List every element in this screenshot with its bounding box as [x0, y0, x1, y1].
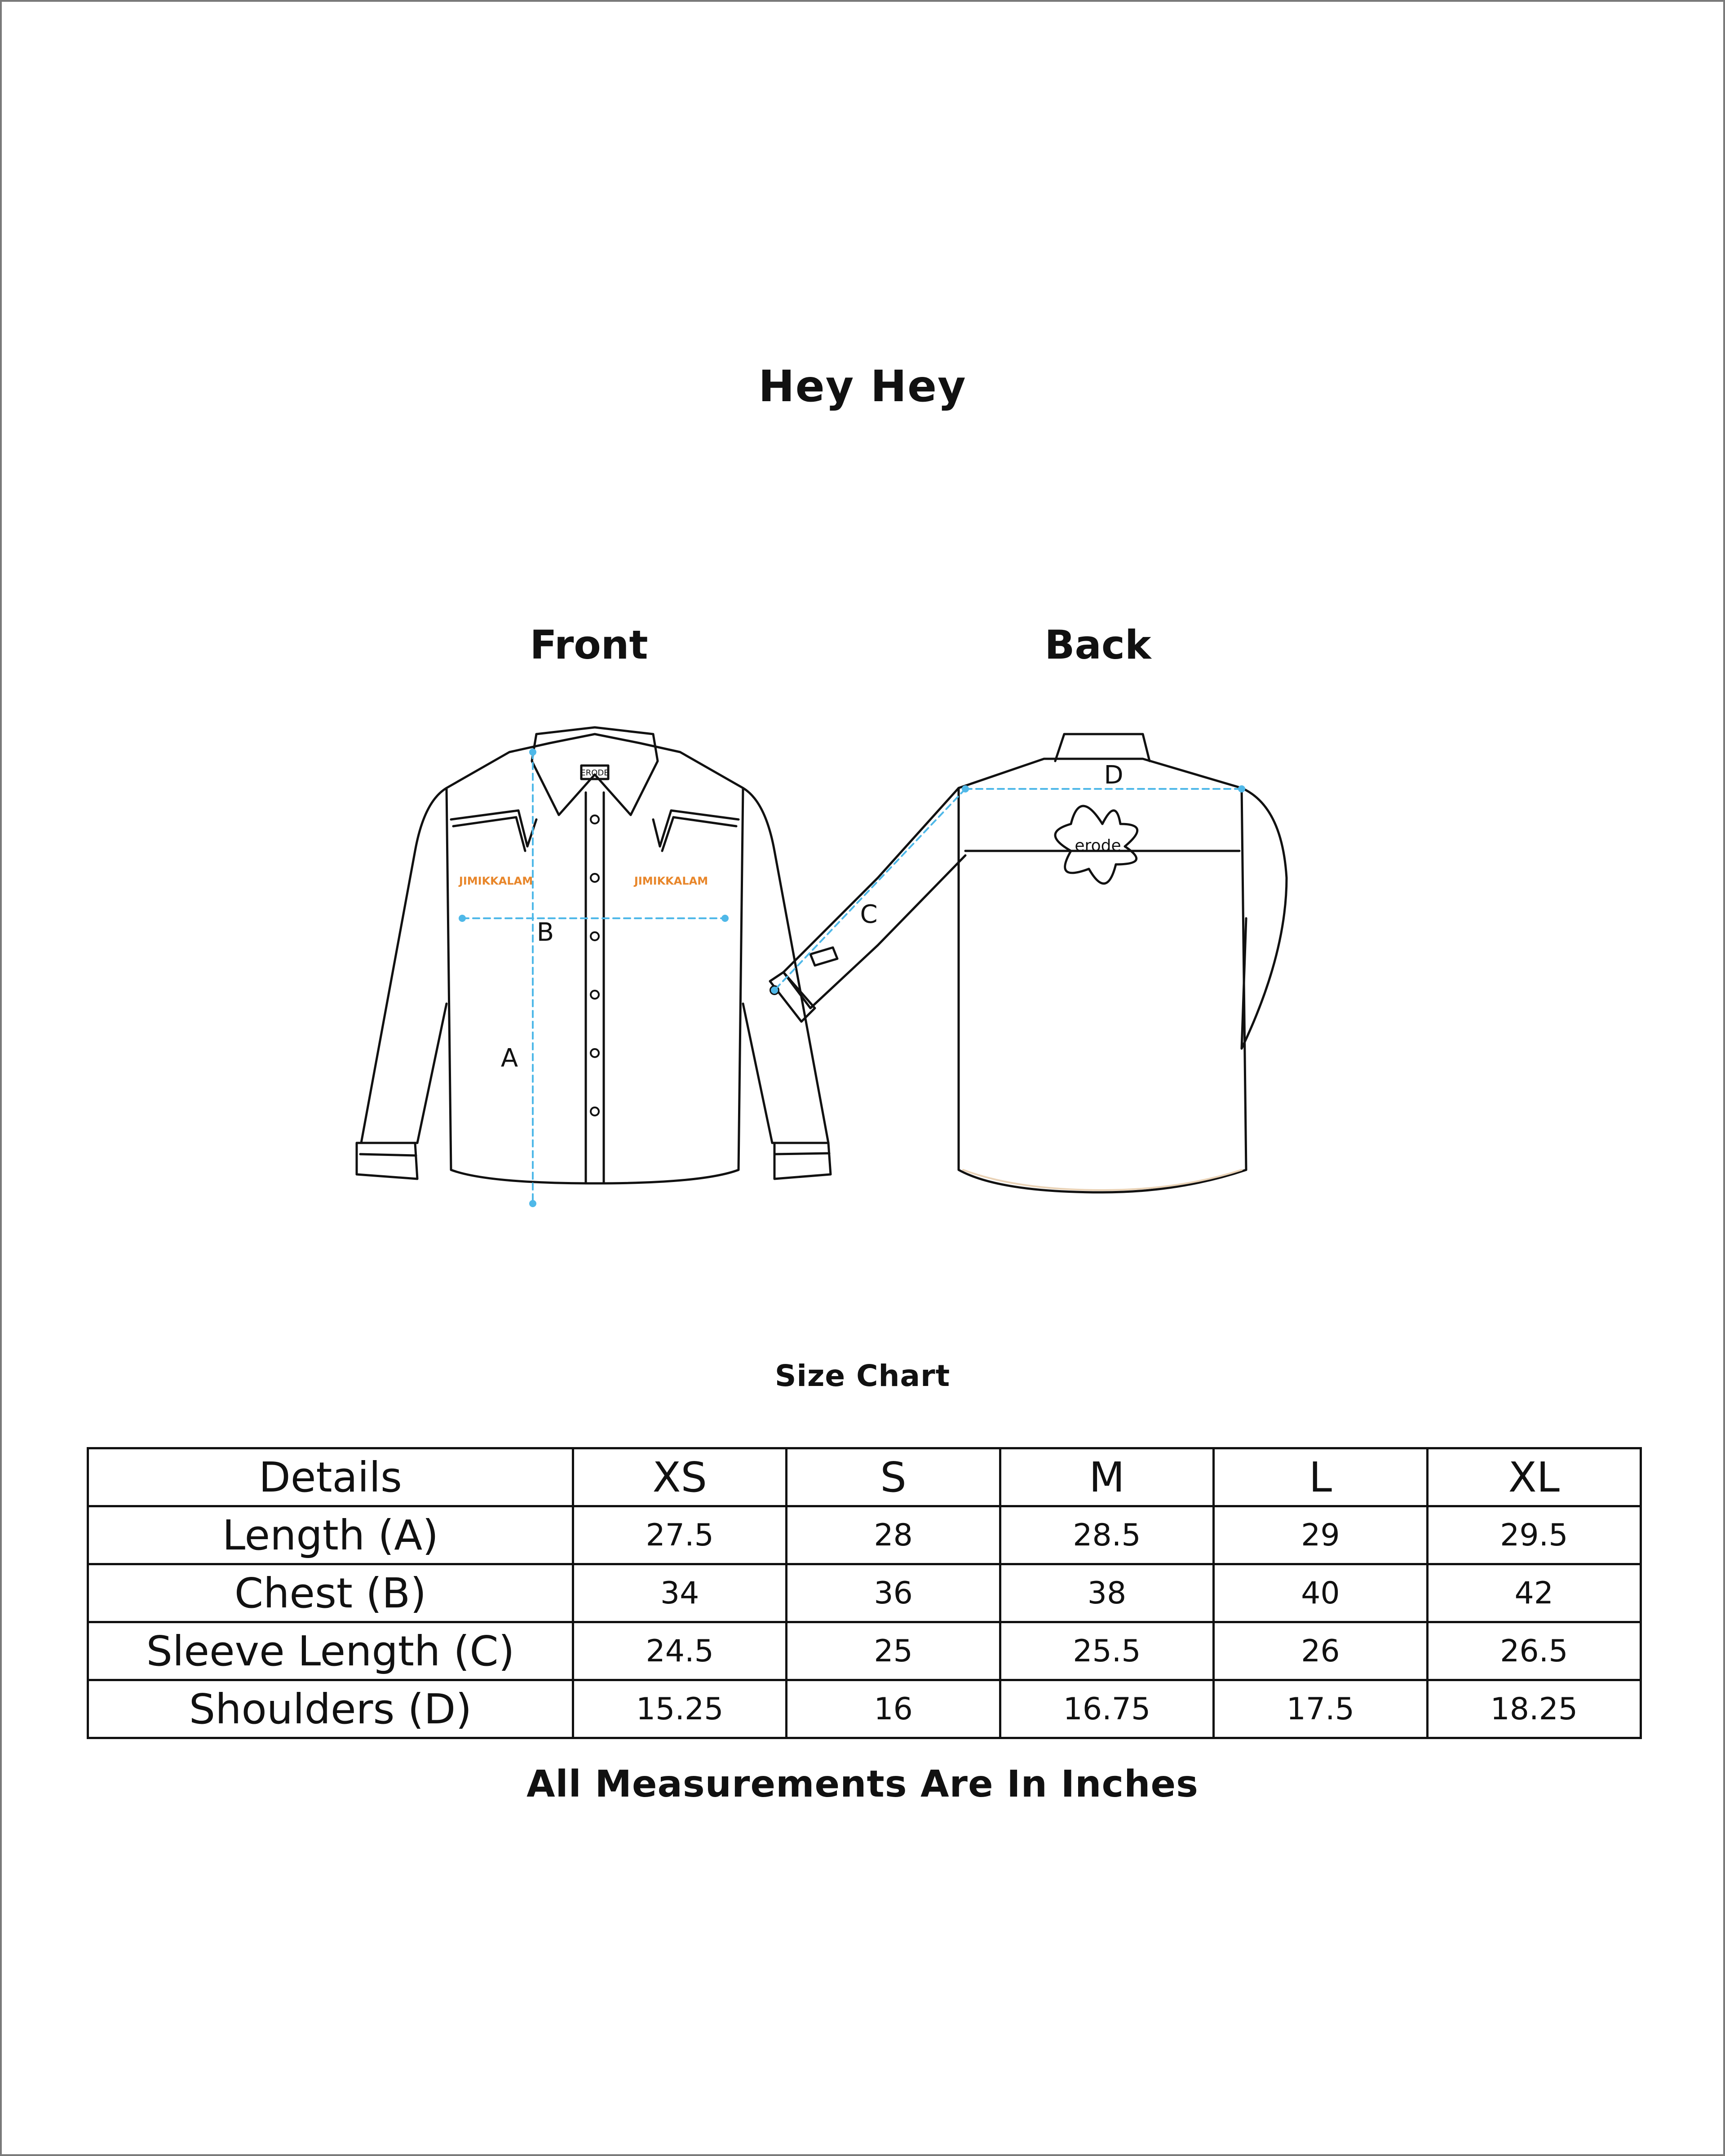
table-cell: 29.5 — [1427, 1506, 1641, 1564]
table-row — [88, 1564, 1641, 1622]
table-row — [88, 1622, 1641, 1680]
back-measure-lines — [774, 789, 1242, 990]
row-label-chest: Chest (B) — [88, 1564, 573, 1622]
back-measure-endpoints — [771, 785, 1245, 994]
back-cuff-placket — [810, 947, 837, 965]
table-cell: 28.5 — [1000, 1506, 1213, 1564]
button — [591, 815, 599, 823]
table-cell: 29 — [1214, 1506, 1427, 1564]
table-cell: 38 — [1000, 1564, 1213, 1622]
table-cell: 42 — [1427, 1564, 1641, 1622]
button — [591, 932, 599, 940]
marker-b: B — [536, 918, 554, 947]
measurement-unit-note: All Measurements Are In Inches — [526, 1763, 1199, 1806]
front-right-embroidery: JIMIKKALAM — [634, 875, 708, 887]
table-row — [88, 1506, 1641, 1564]
size-chart-table — [87, 1447, 1642, 1739]
row-label-length: Length (A) — [88, 1506, 573, 1564]
row-label-sleeve-length: Sleeve Length (C) — [88, 1622, 573, 1680]
button — [591, 1107, 599, 1116]
header-size-xl: XL — [1427, 1448, 1641, 1506]
table-cell: 18.25 — [1427, 1680, 1641, 1738]
front-left-cuff-stitch — [360, 1154, 416, 1155]
front-left-cuff — [357, 1143, 417, 1179]
front-yoke-stitch-right — [662, 817, 736, 851]
header-size-l: L — [1214, 1448, 1427, 1506]
back-cuff — [770, 972, 815, 1022]
button — [591, 1049, 599, 1057]
front-left-sleeve — [361, 788, 447, 1143]
marker-c: C — [860, 900, 878, 929]
marker-d: D — [1104, 761, 1123, 790]
table-cell: 36 — [787, 1564, 1000, 1622]
table-cell: 15.25 — [573, 1680, 787, 1738]
table-cell: 16 — [787, 1680, 1000, 1738]
row-label-shoulders: Shoulders (D) — [88, 1680, 573, 1738]
collar-tag-text: ERODE — [580, 768, 609, 778]
front-measure-endpoints — [459, 748, 729, 1207]
table-cell: 26.5 — [1427, 1622, 1641, 1680]
marker-a: A — [500, 1044, 518, 1073]
button — [591, 874, 599, 882]
back-hem-shadow — [963, 1170, 1242, 1190]
back-left-sleeve — [783, 788, 965, 1008]
back-view-label: Back — [1044, 622, 1151, 668]
front-view-label: Front — [530, 622, 648, 668]
front-yoke-stitch-left — [453, 817, 525, 851]
table-cell: 28 — [787, 1506, 1000, 1564]
back-logo-text: erode — [1075, 837, 1121, 855]
table-row — [88, 1680, 1641, 1738]
header-size-xs: XS — [573, 1448, 787, 1506]
table-cell: 17.5 — [1214, 1680, 1427, 1738]
front-left-embroidery: JIMIKKALAM — [459, 875, 533, 887]
back-collar — [1055, 734, 1150, 761]
table-cell: 24.5 — [573, 1622, 787, 1680]
sleeve-c-line — [774, 789, 965, 990]
button — [591, 991, 599, 999]
table-cell: 27.5 — [573, 1506, 787, 1564]
table-cell: 40 — [1214, 1564, 1427, 1622]
size-chart-title: Size Chart — [774, 1359, 951, 1393]
front-buttons — [591, 815, 599, 1116]
front-placket — [586, 792, 604, 1183]
back-right-sleeve — [1242, 788, 1287, 1049]
header-details: Details — [88, 1448, 573, 1506]
header-size-m: M — [1000, 1448, 1213, 1506]
table-cell: 26 — [1214, 1622, 1427, 1680]
table-cell: 16.75 — [1000, 1680, 1213, 1738]
table-cell: 25 — [787, 1622, 1000, 1680]
header-size-s: S — [787, 1448, 1000, 1506]
back-shirt-illustration — [730, 721, 1331, 1215]
table-header-row — [88, 1448, 1641, 1506]
product-title: Hey Hey — [758, 361, 967, 412]
table-cell: 34 — [573, 1564, 787, 1622]
table-cell: 25.5 — [1000, 1622, 1213, 1680]
